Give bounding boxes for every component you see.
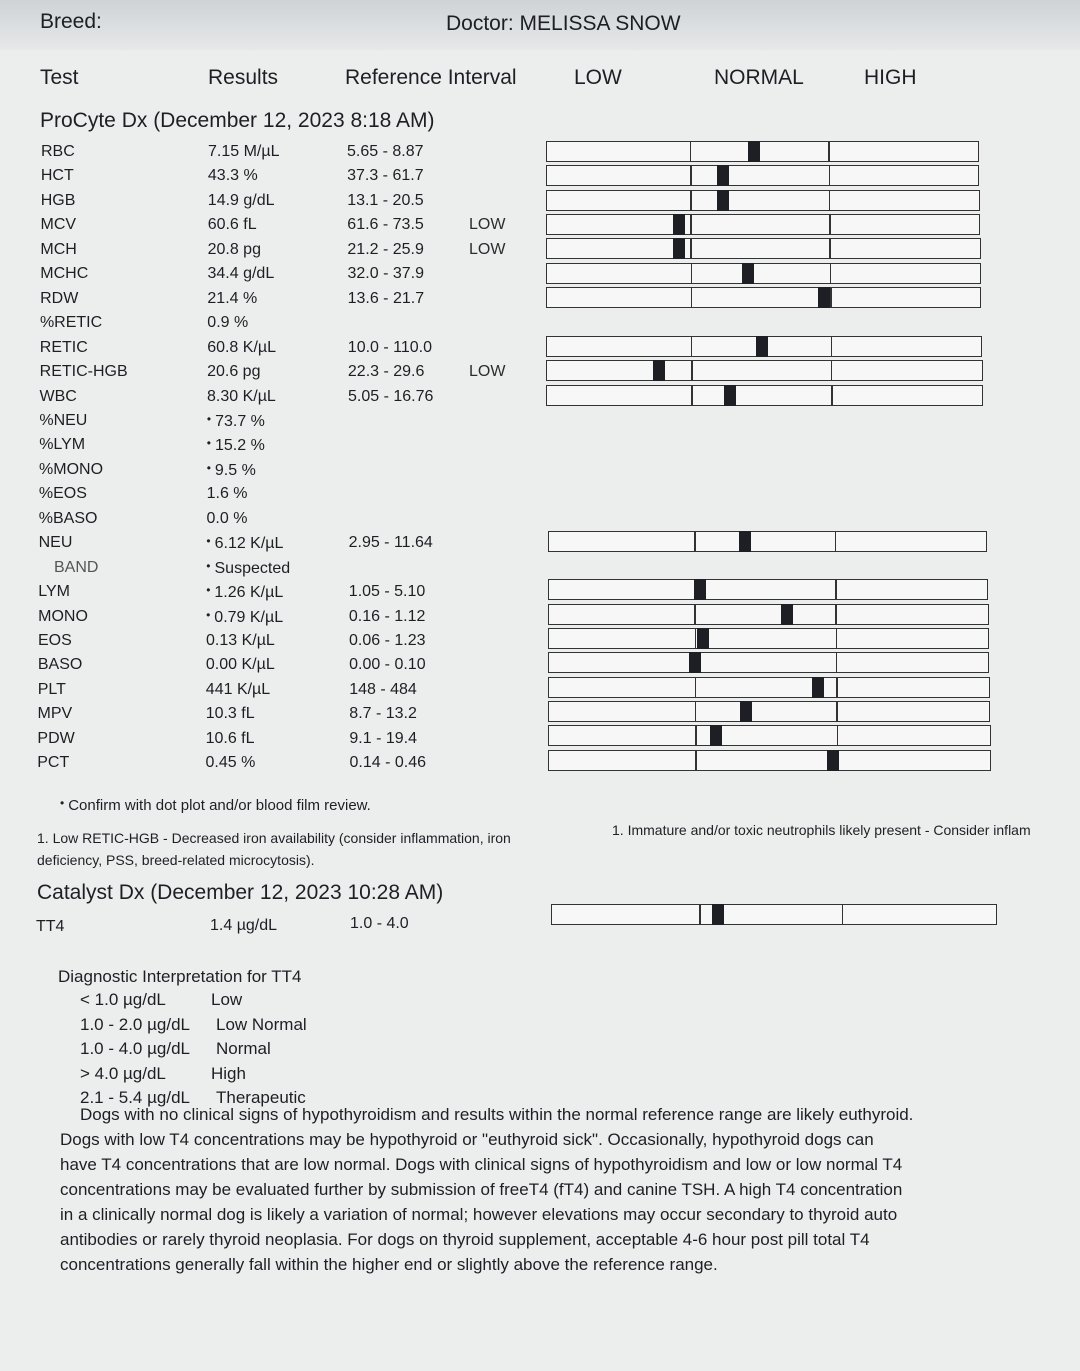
range-bar-mchc bbox=[546, 263, 981, 284]
row-test: %BASO bbox=[38, 509, 98, 527]
row-test: RETIC bbox=[39, 338, 88, 356]
row-ref: 37.3 - 61.7 bbox=[347, 167, 424, 185]
bar-marker-hgb bbox=[717, 190, 729, 211]
row-test: EOS bbox=[38, 632, 72, 649]
row-test: HGB bbox=[40, 191, 76, 209]
row-ref: 9.1 - 19.4 bbox=[349, 729, 417, 747]
tt4-test: TT4 bbox=[36, 918, 65, 935]
interp-range: > 4.0 µg/dL bbox=[80, 1063, 166, 1083]
row-result: 60.6 fL bbox=[207, 216, 257, 234]
note-neutrophils: 1. Immature and/or toxic neutrophils likely present - Consider inflam bbox=[612, 822, 1031, 838]
row-test: %NEU bbox=[39, 411, 88, 429]
interp-paragraph-line: antibodies or rarely thyroid neoplasia. For dogs on thyroid supplement, acceptable 4-6 hour post pill total T4 bbox=[60, 1230, 870, 1249]
row-result: 20.8 pg bbox=[207, 240, 261, 258]
bar-divider-high bbox=[831, 337, 833, 356]
bar-divider-low bbox=[691, 361, 693, 380]
row-result: 10.3 fL bbox=[205, 705, 255, 723]
bar-divider-high bbox=[836, 629, 838, 648]
bar-marker-eos bbox=[697, 628, 709, 649]
row-ref: 22.3 - 29.6 bbox=[347, 363, 425, 381]
row-ref: 5.05 - 16.76 bbox=[348, 387, 434, 405]
interp-paragraph-line: in a clinically normal dog is likely a variation of normal; however elevations may occur secondary to thyroid auto bbox=[60, 1205, 898, 1224]
row-result: 43.3 % bbox=[207, 167, 258, 185]
range-bar-mch bbox=[546, 238, 981, 259]
interp-paragraph-line: have T4 concentrations that are low normal. Dogs with clinical signs of hypothyroidism and low or low normal T4 bbox=[60, 1155, 903, 1174]
row-test: RETIC-HGB bbox=[39, 363, 128, 381]
row-ref: 10.0 - 110.0 bbox=[347, 338, 433, 356]
row-result: • Suspected bbox=[206, 559, 290, 578]
bar-marker-rbc bbox=[748, 141, 760, 162]
range-bar-hgb bbox=[546, 190, 980, 211]
bar-marker-retic bbox=[756, 336, 768, 357]
range-bar-mpv bbox=[548, 701, 990, 722]
row-test: RDW bbox=[40, 289, 79, 307]
row-ref: 2.95 - 11.64 bbox=[348, 534, 433, 552]
row-test: MCV bbox=[40, 216, 77, 234]
bar-divider-high bbox=[836, 678, 838, 697]
bar-divider-low bbox=[695, 751, 697, 770]
interp-paragraph bbox=[60, 1102, 960, 1277]
bar-divider-low bbox=[695, 726, 697, 745]
row-test: BAND bbox=[54, 558, 99, 576]
range-bar-tt4 bbox=[551, 904, 997, 925]
interp-paragraph-line: concentrations generally fall within the higher end or slightly above the reference range. bbox=[60, 1255, 718, 1274]
interp-label: Low bbox=[211, 990, 243, 1009]
interp-label: Therapeutic bbox=[216, 1088, 306, 1107]
row-test: %RETIC bbox=[39, 314, 103, 332]
row-result: 34.4 g/dL bbox=[207, 265, 275, 283]
bar-divider-low bbox=[690, 239, 692, 258]
range-bar-retic-hgb bbox=[546, 360, 983, 381]
bar-divider-low bbox=[691, 386, 693, 405]
row-test: MCHC bbox=[40, 265, 89, 283]
row-ref: 8.7 - 13.2 bbox=[349, 705, 417, 723]
row-test: MCH bbox=[40, 240, 77, 258]
row-test: %EOS bbox=[38, 485, 87, 503]
interp-range: 1.0 - 4.0 µg/dL bbox=[80, 1039, 190, 1058]
bar-divider-low bbox=[694, 605, 696, 624]
row-test: MPV bbox=[37, 705, 73, 723]
bar-marker-neu bbox=[739, 531, 751, 552]
tt4-ref: 1.0 - 4.0 bbox=[350, 915, 409, 932]
bar-marker-mpv bbox=[740, 701, 752, 722]
row-test: MONO bbox=[38, 607, 88, 625]
interp-paragraph-line: concentrations may be evaluated further by submission of freeT4 (fT4) and canine TSH. A high T4 concentration bbox=[60, 1180, 903, 1199]
range-bar-wbc bbox=[546, 385, 983, 406]
bar-marker-tt4 bbox=[712, 904, 724, 925]
bar-divider-high bbox=[837, 726, 839, 745]
bar-divider-low bbox=[695, 629, 697, 648]
row-result: 21.4 % bbox=[207, 289, 258, 307]
row-test: NEU bbox=[38, 534, 73, 552]
bar-divider-low bbox=[691, 337, 693, 356]
bar-divider-low bbox=[699, 905, 701, 924]
row-result: 14.9 g/dL bbox=[207, 191, 275, 209]
bar-marker-pct bbox=[827, 750, 839, 771]
row-result: 1.6 % bbox=[206, 485, 248, 503]
row-result: 20.6 pg bbox=[207, 363, 261, 381]
bar-marker-lym bbox=[694, 579, 706, 600]
range-bar-lym bbox=[548, 579, 988, 600]
row-test: HCT bbox=[40, 167, 74, 185]
catalyst-title: Catalyst Dx (December 12, 2023 10:28 AM) bbox=[37, 881, 444, 904]
row-flag: LOW bbox=[469, 240, 506, 258]
row-test: BASO bbox=[37, 656, 83, 674]
range-bar-mcv bbox=[546, 214, 980, 235]
row-ref: 32.0 - 37.9 bbox=[347, 265, 424, 283]
bar-divider-high bbox=[828, 142, 830, 161]
row-result: • 9.5 % bbox=[207, 461, 256, 480]
col-test: Test bbox=[40, 66, 79, 89]
breed-label: Breed: bbox=[40, 10, 102, 33]
row-result: 0.9 % bbox=[207, 314, 249, 332]
doctor-name: Doctor: MELISSA SNOW bbox=[446, 12, 681, 35]
range-bar-plt bbox=[548, 677, 990, 698]
bar-divider-high bbox=[836, 653, 838, 672]
row-test: PLT bbox=[37, 680, 66, 698]
row-flag: LOW bbox=[469, 216, 506, 234]
bar-divider-high bbox=[831, 386, 833, 405]
interp-range: 1.0 - 2.0 µg/dL bbox=[80, 1014, 190, 1034]
bar-marker-hct bbox=[717, 165, 729, 186]
bar-divider-low bbox=[690, 142, 692, 161]
row-ref: 0.14 - 0.46 bbox=[349, 754, 426, 772]
row-result: 8.30 K/µL bbox=[207, 387, 276, 405]
range-bar-eos bbox=[548, 628, 989, 649]
bar-marker-rdw bbox=[818, 287, 830, 308]
bar-divider-low bbox=[691, 264, 693, 283]
range-bar-pct bbox=[548, 750, 991, 771]
row-test: WBC bbox=[39, 387, 77, 405]
row-result: 0.00 K/µL bbox=[205, 656, 275, 674]
row-result: 7.15 M/µL bbox=[208, 143, 280, 160]
interp-title: Diagnostic Interpretation for TT4 bbox=[58, 967, 302, 986]
interp-paragraph-line: Dogs with low T4 concentrations may be hypothyroid or "euthyroid sick". Occasionally, hypothyroid dogs can bbox=[60, 1130, 874, 1149]
row-test: PCT bbox=[37, 754, 70, 772]
bar-divider-high bbox=[836, 702, 838, 721]
bar-divider-high bbox=[829, 239, 831, 258]
col-results: Results bbox=[208, 66, 279, 89]
interp-label: High bbox=[211, 1063, 246, 1083]
bar-divider-high bbox=[829, 191, 831, 210]
bar-divider-low bbox=[695, 678, 697, 697]
bar-marker-baso bbox=[689, 652, 701, 673]
col-normal: NORMAL bbox=[714, 66, 804, 89]
row-test: %MONO bbox=[39, 460, 104, 478]
bar-divider-high bbox=[829, 215, 831, 234]
row-ref: 13.6 - 21.7 bbox=[347, 289, 425, 307]
row-ref: 0.06 - 1.23 bbox=[349, 632, 426, 649]
row-result: 10.6 fL bbox=[205, 729, 255, 747]
bar-divider-low bbox=[690, 166, 692, 185]
range-bar-rbc bbox=[546, 141, 979, 162]
row-test: RBC bbox=[41, 143, 75, 160]
bar-divider-high bbox=[830, 264, 832, 283]
row-result: • 15.2 % bbox=[207, 436, 265, 455]
row-result: 60.8 K/µL bbox=[207, 338, 277, 356]
interp-paragraph-line: Dogs with no clinical signs of hypothyroidism and results within the normal reference range are likely euthyroid. bbox=[80, 1105, 914, 1124]
row-test: LYM bbox=[38, 583, 71, 601]
range-bar-pdw bbox=[548, 725, 991, 746]
row-result: • 0.79 K/µL bbox=[206, 608, 283, 627]
procyte-title: ProCyte Dx (December 12, 2023 8:18 AM) bbox=[40, 109, 435, 132]
bar-divider-low bbox=[691, 288, 693, 307]
row-ref: 61.6 - 73.5 bbox=[347, 216, 424, 234]
interp-label: Low Normal bbox=[216, 1014, 307, 1034]
row-result: 0.13 K/µL bbox=[206, 632, 275, 649]
col-high: HIGH bbox=[864, 66, 917, 89]
note-retic-hgb: 1. Low RETIC-HGB - Decreased iron availability (consider inflammation, iron deficiency, PSS, breed-related microcytosis). bbox=[37, 830, 511, 868]
range-bar-hct bbox=[546, 165, 979, 186]
row-ref: 0.00 - 0.10 bbox=[349, 656, 426, 674]
bar-divider-high bbox=[831, 361, 833, 380]
bar-divider-low bbox=[694, 532, 696, 551]
row-result: • 6.12 K/µL bbox=[206, 534, 283, 553]
bar-marker-pdw bbox=[710, 725, 722, 746]
bar-marker-plt bbox=[812, 677, 824, 698]
bar-divider-low bbox=[690, 215, 692, 234]
bar-marker-mcv bbox=[673, 214, 685, 235]
bar-divider-high bbox=[835, 580, 837, 599]
interp-range: < 1.0 µg/dL bbox=[80, 990, 166, 1009]
row-ref: 0.16 - 1.12 bbox=[348, 607, 426, 625]
range-bar-rdw bbox=[546, 287, 981, 308]
row-result: • 1.26 K/µL bbox=[206, 583, 283, 602]
row-result: 0.0 % bbox=[206, 509, 248, 527]
bar-marker-mchc bbox=[742, 263, 754, 284]
bar-divider-high bbox=[835, 605, 837, 624]
row-ref: 13.1 - 20.5 bbox=[347, 191, 424, 209]
col-low: LOW bbox=[574, 66, 622, 89]
row-test: PDW bbox=[37, 729, 75, 747]
range-bar-retic bbox=[546, 336, 982, 357]
row-test: %LYM bbox=[39, 436, 86, 454]
bar-divider-low bbox=[690, 191, 692, 210]
row-result: 441 K/µL bbox=[205, 680, 271, 698]
tt4-result: 1.4 µg/dL bbox=[210, 917, 278, 934]
interp-label: Normal bbox=[216, 1039, 271, 1058]
interp-range: 2.1 - 5.4 µg/dL bbox=[80, 1088, 190, 1107]
row-result: 0.45 % bbox=[205, 754, 256, 772]
range-bar-baso bbox=[548, 652, 989, 673]
row-result: • 73.7 % bbox=[207, 412, 265, 431]
col-reference: Reference Interval bbox=[345, 66, 517, 89]
row-ref: 5.65 - 8.87 bbox=[347, 143, 424, 160]
range-bar-neu bbox=[548, 531, 987, 552]
bar-divider-high bbox=[835, 532, 837, 551]
row-ref: 21.2 - 25.9 bbox=[347, 240, 424, 258]
confirm-note: • Confirm with dot plot and/or blood film review. bbox=[60, 796, 371, 814]
bar-divider-high bbox=[829, 166, 831, 185]
bar-divider-low bbox=[695, 702, 697, 721]
bar-marker-retic-hgb bbox=[653, 360, 665, 381]
range-bar-mono bbox=[548, 604, 989, 625]
row-ref: 1.05 - 5.10 bbox=[348, 583, 426, 601]
bar-divider-high bbox=[842, 905, 844, 924]
bar-marker-mono bbox=[781, 604, 793, 625]
row-flag: LOW bbox=[469, 363, 506, 381]
bar-marker-mch bbox=[673, 238, 685, 259]
row-ref: 148 - 484 bbox=[349, 680, 417, 698]
bar-marker-wbc bbox=[724, 385, 736, 406]
